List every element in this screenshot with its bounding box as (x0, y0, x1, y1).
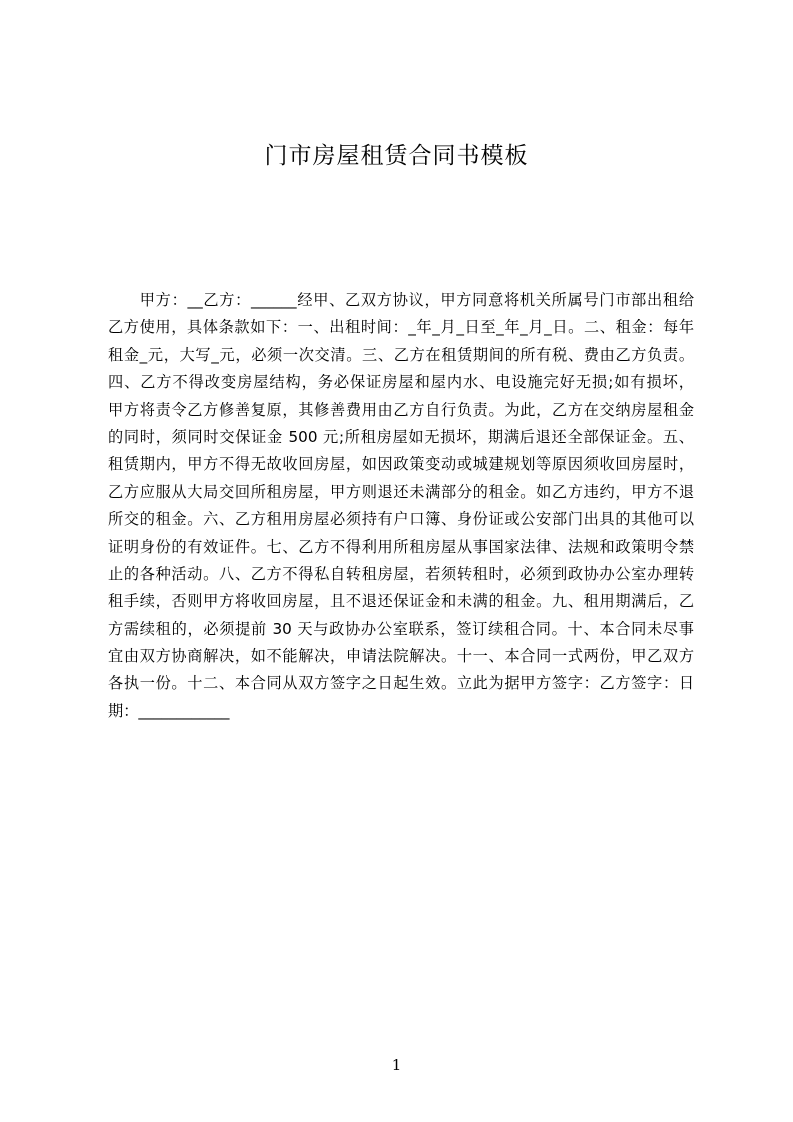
body-line: 各执一份。十二、本合同从双方签字之日起生效。立此为据甲方签字：乙方签字：日 (108, 674, 694, 693)
body-line: 甲方将责令乙方修善复原，其修善费用由乙方自行负责。为此，乙方在交纳房屋租金 (108, 400, 694, 419)
document-title: 门市房屋租赁合同书模板 (264, 143, 529, 169)
body-line: 租金_元，大写_元，必须一次交清。三、乙方在租赁期间的所有税、费由乙方负责。 (108, 345, 694, 364)
body-line: 证明身份的有效证件。七、乙方不得利用所租房屋从事国家法律、法规和政策明令禁 (108, 537, 694, 556)
body-line: 租赁期内，甲方不得无故收回房屋，如因政策变动或城建规划等原因须收回房屋时， (108, 455, 694, 474)
body-line: 乙方使用，具体条款如下：一、出租时间：_年_月_日至_年_月_日。二、租金：每年 (108, 318, 694, 337)
body-line: 宜由双方协商解决，如不能解决，申请法院解决。十一、本合同一式两份，甲乙双方 (108, 647, 694, 666)
body-line: 的同时，须同时交保证金 500 元;所租房屋如无损坏，期满后退还全部保证金。五、 (108, 427, 694, 446)
body-line: 甲方：__乙方：______经甲、乙双方协议，甲方同意将机关所属号门市部出租给 (108, 291, 694, 309)
page-number: 1 (391, 1056, 402, 1074)
body-line: 止的各种活动。八、乙方不得私自转租房屋，若须转租时，必须到政协办公室办理转 (108, 564, 694, 583)
body-line: 乙方应服从大局交回所租房屋，甲方则退还未满部分的租金。如乙方违约，甲方不退 (108, 482, 694, 501)
body-line: 期：____________ (108, 701, 230, 720)
contract-body (108, 287, 694, 725)
body-line: 所交的租金。六、乙方租用房屋必须持有户口簿、身份证或公安部门出具的其他可以 (108, 510, 694, 529)
body-line: 四、乙方不得改变房屋结构，务必保证房屋和屋内水、电设施完好无损;如有损坏， (108, 373, 694, 392)
body-line: 租手续，否则甲方将收回房屋，且不退还保证金和未满的租金。九、租用期满后，乙 (108, 592, 694, 611)
body-line: 方需续租的，必须提前 30 天与政协办公室联系，签订续租合同。十、本合同未尽事 (108, 619, 694, 638)
